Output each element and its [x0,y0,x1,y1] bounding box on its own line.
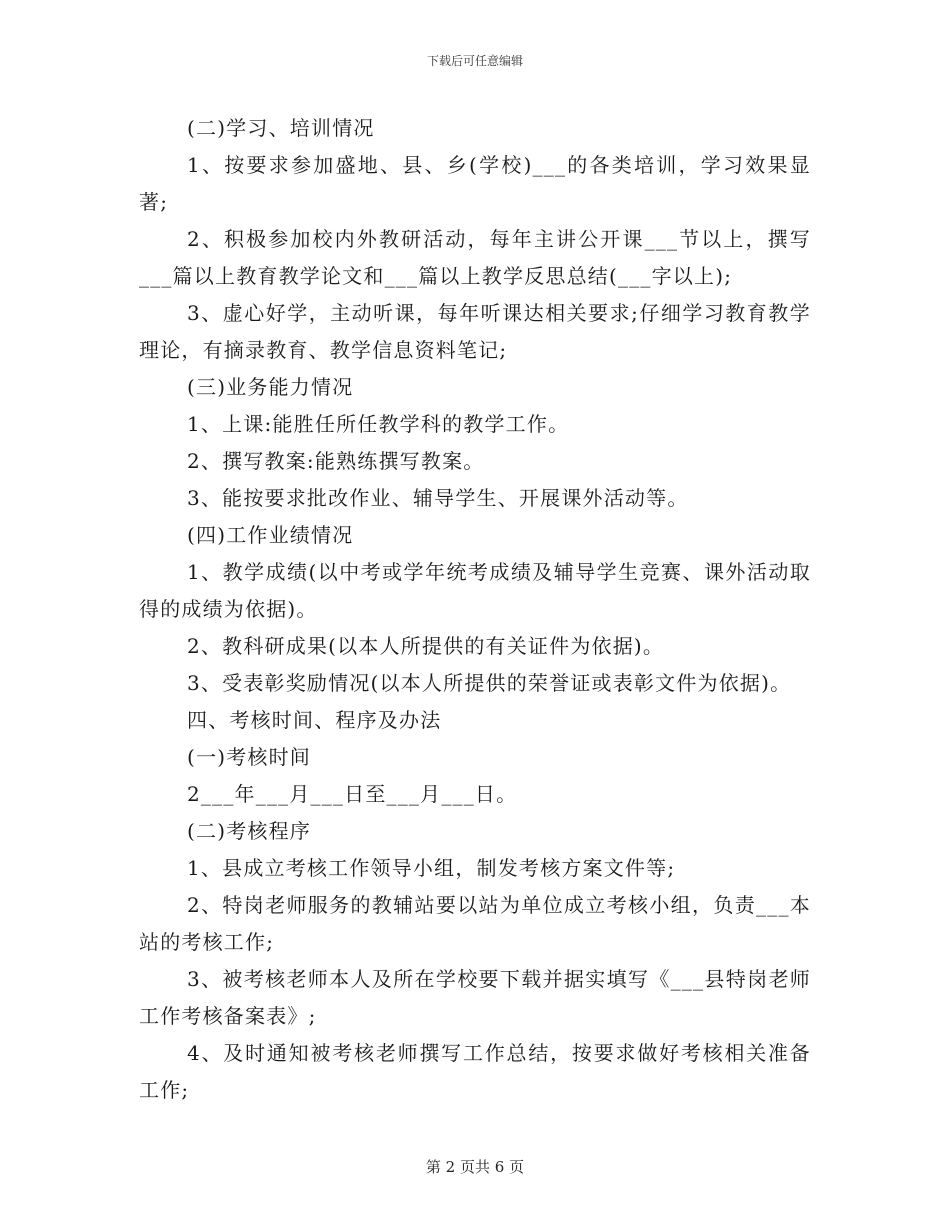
section-heading-work-performance: (四)工作业绩情况 [187,523,354,547]
list-item: 1、上课:能胜任所任教学科的教学工作。 [187,412,570,436]
list-item: 1、县成立考核工作领导小组，制发考核方案文件等; [187,856,676,880]
assessment-date-line: 2___年___月___日至___月___日。 [187,782,518,806]
section-heading-business-ability: (三)业务能力情况 [187,375,354,399]
section-heading-assessment-time: (一)考核时间 [187,745,312,769]
chapter-heading-assessment: 四、考核时间、程序及办法 [187,708,442,732]
list-item: 2、撰写教案:能熟练撰写教案。 [187,449,485,473]
list-item: 4、及时通知被考核老师撰写工作总结，按要求做好考核相关准备工作; [139,1041,811,1102]
list-item: 3、虚心好学，主动听课，每年听课达相关要求;仔细学习教育教学理论，有摘录教育、教学信息资料笔记; [139,301,811,362]
list-item: 2、积极参加校内外教研活动，每年主讲公开课___节以上，撰写___篇以上教育教学论文和___篇以上教学反思总结(___字以上); [139,227,811,288]
document-body [139,110,811,1109]
list-item: 1、按要求参加盛地、县、乡(学校)___的各类培训，学习效果显著; [139,153,811,214]
list-item: 3、受表彰奖励情况(以本人所提供的荣誉证或表彰文件为依据)。 [187,671,792,695]
list-item: 1、教学成绩(以中考或学年统考成绩及辅导学生竞赛、课外活动取得的成绩为依据)。 [139,560,811,621]
list-item: 2、特岗老师服务的教辅站要以站为单位成立考核小组，负责___本站的考核工作; [139,893,811,954]
list-item: 2、教科研成果(以本人所提供的有关证件为依据)。 [187,634,665,658]
page-number: 第 2 页共 6 页 [425,1158,525,1176]
page-header: 下载后可任意编辑 [426,54,523,68]
list-item: 3、能按要求批改作业、辅导学生、开展课外活动等。 [187,486,689,510]
list-item: 3、被考核老师本人及所在学校要下载并据实填写《___县特岗老师工作考核备案表》; [139,967,811,1028]
section-heading-assessment-procedure: (二)考核程序 [187,819,312,843]
section-heading-study-training: (二)学习、培训情况 [187,116,375,140]
